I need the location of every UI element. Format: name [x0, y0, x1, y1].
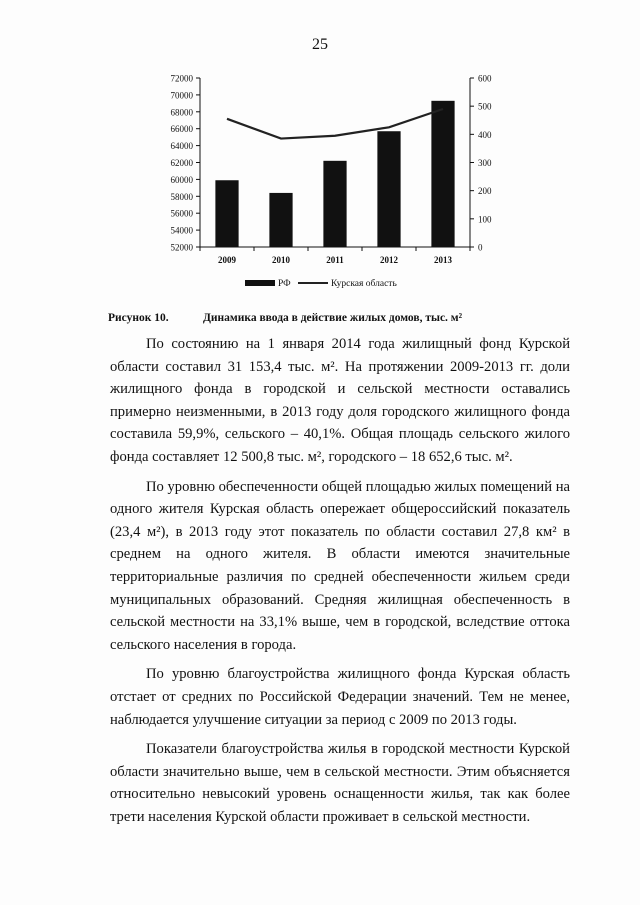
legend-swatch-rf	[245, 280, 275, 286]
left-tick-label: 54000	[170, 225, 193, 236]
paragraph-1: По состоянию на 1 января 2014 года жилищный фонд Курской области составил 31 153,4 тыс. м². На протяжении 2009-2013 гг. доли жилищного фонда в городской и сельской местности оставались примерно неизменными, в 2013 году доля городского жилищного фонда составила 59,9%, сельского – 40,1%. Общая площадь сельского жилого фонда составляет 12 500,8 тыс. м², городского – 18 652,6 тыс. м².	[110, 336, 570, 465]
left-tick-label: 56000	[170, 208, 193, 219]
x-tick-label: 2011	[326, 255, 344, 265]
x-tick-label: 2010	[272, 255, 290, 265]
right-tick-label: 300	[478, 158, 492, 168]
left-tick-label: 68000	[170, 107, 193, 118]
bar-rf	[377, 131, 400, 247]
bar-rf	[323, 161, 346, 247]
figure-title: Динамика ввода в действие жилых домов, тыс. м²	[203, 312, 463, 324]
left-tick-label: 72000	[170, 73, 193, 84]
bar-rf	[215, 180, 238, 247]
left-tick-label: 64000	[170, 141, 193, 152]
legend-label-rf: РФ	[278, 279, 291, 289]
right-tick-label: 400	[478, 129, 492, 140]
left-tick-label: 58000	[170, 191, 193, 202]
left-tick-label: 52000	[170, 242, 193, 253]
legend-label-kursk: Курская область	[331, 279, 397, 289]
bar-rf	[269, 193, 292, 247]
left-tick-label: 62000	[170, 158, 193, 168]
x-tick-label: 2009	[218, 255, 236, 265]
housing-chart	[150, 66, 510, 301]
right-tick-label: 100	[478, 214, 492, 225]
right-tick-label: 0	[478, 242, 483, 253]
paragraph-3: По уровню благоустройства жилищного фонда Курская область отстает от средних по Российской Федерации значений. Тем не менее, наблюдается улучшение ситуации за период с 2009 по 2013 годы.	[110, 666, 570, 728]
figure-label: Рисунок 10.	[108, 312, 169, 324]
left-tick-label: 70000	[170, 90, 193, 101]
right-tick-label: 600	[478, 73, 492, 84]
bar-rf	[431, 101, 454, 247]
left-tick-label: 66000	[170, 124, 193, 135]
x-tick-label: 2013	[434, 255, 452, 265]
left-tick-label: 60000	[170, 174, 193, 185]
page-number: 25	[312, 36, 328, 53]
paragraph-4: Показатели благоустройства жилья в городской местности Курской области значительно выше, чем в сельской местности. Этим объясняется относительно невысокий уровень оснащенности жилья, так как более трети населения Курской области проживает в сельской местности.	[110, 741, 570, 825]
right-tick-label: 500	[478, 101, 492, 112]
right-tick-label: 200	[478, 186, 492, 197]
body-text	[110, 333, 570, 835]
paragraph-2: По уровню обеспеченности общей площадью жилых помещений на одного жителя Курская область опережает общероссийский показатель (23,4 м²), в 2013 году этот показатель по области составил 27,8 км² в среднем на одного жителя. В области имеются значительные территориальные различия по средней обеспеченности жильем среди муниципальных образований. Средняя жилищная обеспеченность в сельской местности на 33,1% выше, чем в городской, вследствие оттока сельского населения в города.	[110, 478, 570, 653]
x-tick-label: 2012	[380, 255, 398, 265]
line-kursk	[227, 109, 443, 139]
figure-caption	[108, 312, 588, 324]
